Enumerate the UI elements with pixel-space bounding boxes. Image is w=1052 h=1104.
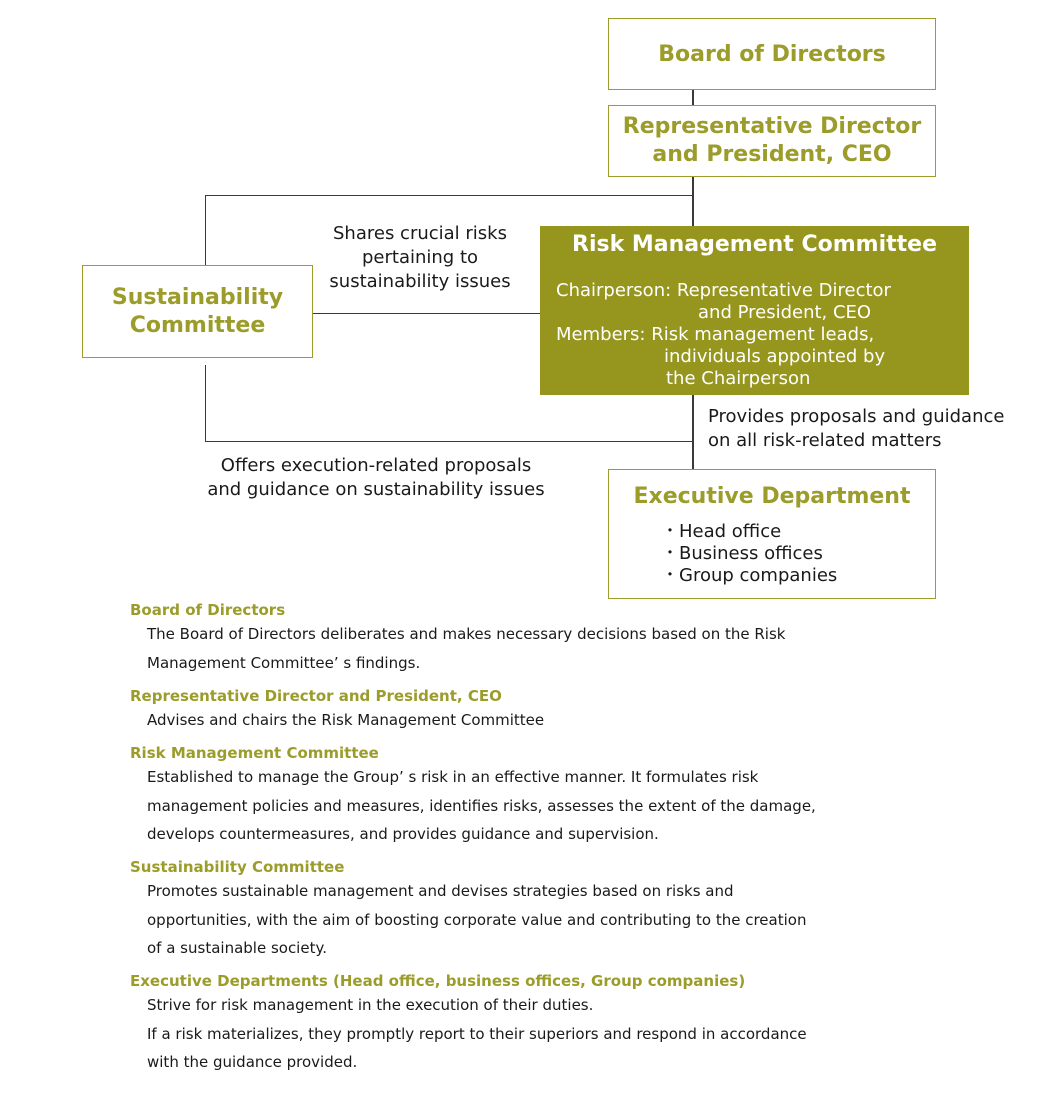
description-line: with the guidance provided. (147, 1053, 358, 1071)
description-rmc (130, 743, 950, 849)
list-item: ・ Group companies (661, 565, 837, 587)
description-ceo (130, 686, 950, 735)
description-sustainability (130, 857, 950, 963)
connector-bottom-horizontal (205, 441, 694, 442)
list-item: ・ Business offices (661, 543, 837, 565)
connector-sustainability-rmc (313, 313, 540, 314)
connector-bottom-left-vertical (205, 365, 206, 442)
provides-guidance-line1: Provides proposals and guidance (708, 406, 1005, 427)
description-line: Promotes sustainable management and devises strategies based on risks and (147, 882, 734, 900)
list-item: ・ Head office (661, 521, 837, 543)
provides-guidance-line2: on all risk-related matters (708, 430, 942, 451)
shares-risks-line3: sustainability issues (329, 271, 511, 292)
rmc-title: Risk Management Committee (572, 232, 937, 257)
board-of-directors-title: Board of Directors (658, 41, 886, 67)
ceo-title-line2: and President, CEO (652, 142, 892, 167)
connector-top-left-vertical (205, 195, 206, 265)
rmc-members: Members: Risk management leads, (556, 324, 875, 345)
description-heading: Board of Directors (130, 601, 286, 619)
connector-board-ceo (692, 90, 694, 105)
description-line: Management Committee’ s findings. (147, 653, 421, 672)
offers-proposals-line1: Offers execution-related proposals (220, 455, 532, 476)
rmc-chairperson: Chairperson: Representative Director (556, 280, 891, 301)
description-heading: Sustainability Committee (130, 858, 345, 876)
description-line: Strive for risk management in the execution of their duties. (147, 996, 594, 1014)
sustainability-title-line2: Committee (129, 312, 266, 338)
description-line: If a risk materializes, they promptly report to their superiors and respond in accordance (147, 1024, 807, 1043)
description-heading: Representative Director and President, CEO (130, 687, 502, 705)
description-heading: Executive Departments (Head office, business offices, Group companies) (130, 972, 746, 990)
description-line: of a sustainable society. (147, 939, 327, 957)
description-line: management policies and measures, identifies risks, assesses the extent of the damage, (147, 796, 816, 815)
connector-rmc-executive (692, 395, 694, 469)
shares-risks-line1: Shares crucial risks (333, 223, 507, 244)
description-line: opportunities, with the aim of boosting corporate value and contributing to the creation (147, 910, 807, 929)
rmc-members-cont1: individuals appointed by (664, 346, 886, 367)
executive-department-box (608, 469, 936, 599)
ceo-box (608, 105, 936, 177)
offers-proposals-label (180, 454, 572, 502)
sustainability-title-line1: Sustainability (111, 284, 284, 310)
provides-guidance-label (708, 405, 1004, 453)
ceo-title-line1: Representative Director (622, 114, 922, 139)
connector-ceo-rmc (692, 177, 694, 226)
rmc-members-cont2: the Chairperson (666, 368, 811, 389)
description-line: Advises and chairs the Risk Management Committee (147, 711, 545, 729)
rmc-chairperson-cont: and President, CEO (698, 302, 872, 323)
description-heading: Risk Management Committee (130, 744, 379, 762)
offers-proposals-line2: and guidance on sustainability issues (207, 479, 545, 500)
executive-department-list (661, 521, 837, 587)
description-line: Established to manage the Group’ s risk in an effective manner. It formulates risk (147, 768, 759, 786)
description-line: The Board of Directors deliberates and makes necessary decisions based on the Risk (147, 625, 786, 643)
sustainability-committee-box (82, 265, 313, 358)
description-executive (130, 971, 950, 1077)
connector-top-horizontal (205, 195, 694, 196)
shares-risks-label (310, 222, 530, 294)
shares-risks-line2: pertaining to (361, 247, 479, 268)
executive-department-title: Executive Department (633, 484, 911, 509)
risk-management-committee-box (540, 226, 969, 395)
board-of-directors-box (608, 18, 936, 90)
description-board (130, 600, 950, 677)
description-line: develops countermeasures, and provides guidance and supervision. (147, 825, 659, 843)
